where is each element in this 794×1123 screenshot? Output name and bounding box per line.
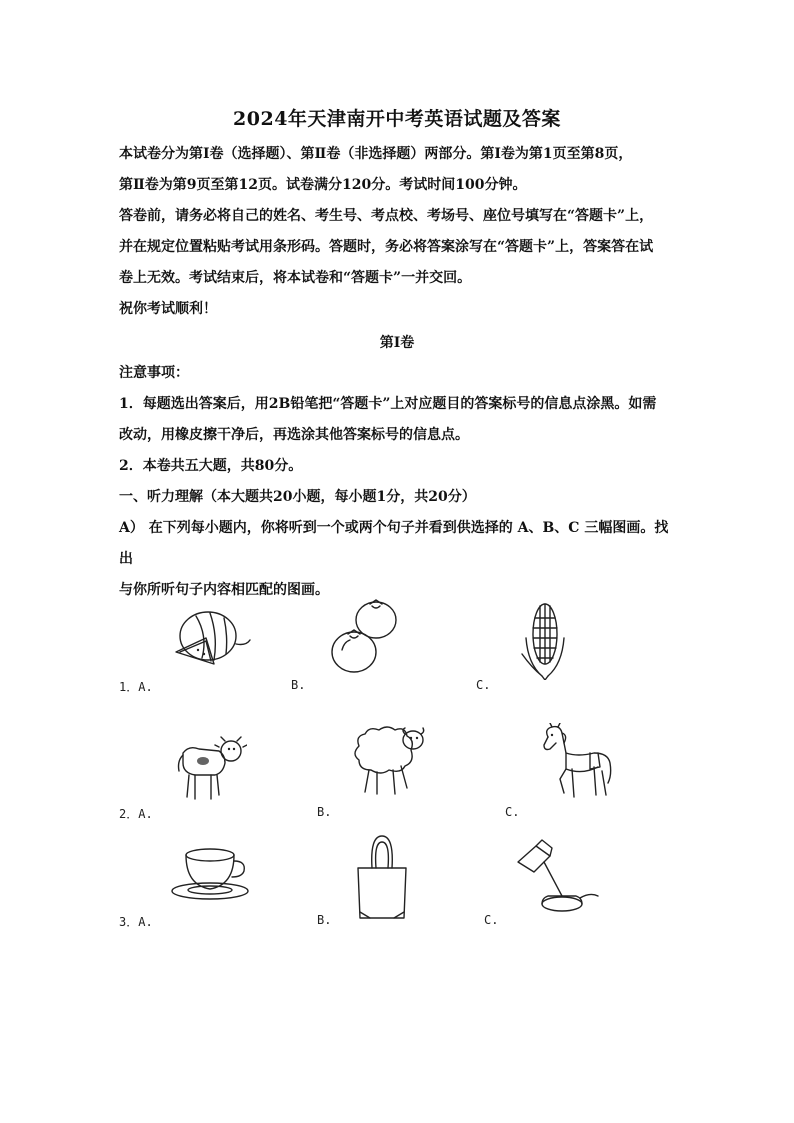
option-label: B.	[291, 678, 306, 692]
part1-heading: 一、听力理解（本大题共20小题，每小题1分，共20分）	[119, 489, 476, 505]
part1-instruction: 与你所听句子内容相匹配的图画。	[119, 582, 329, 598]
wish-line: 祝你考试顺利！	[119, 301, 217, 317]
option-label: B.	[317, 913, 332, 927]
option-label: C.	[476, 678, 491, 692]
section-title: 第Ⅰ卷	[379, 335, 415, 351]
notes-item: 2．本卷共五大题，共80分。	[119, 458, 303, 474]
watermelon-icon	[166, 608, 256, 668]
notes	[119, 358, 679, 606]
intro-line: 答卷前，请务必将自己的姓名、考生号、考点校、考场号、座位号填写在“答题卡”上，	[119, 208, 654, 224]
notes-heading: 注意事项：	[119, 365, 189, 381]
tomato-icon	[328, 598, 403, 676]
page-title: 2024年天津南开中考英语试题及答案	[233, 108, 561, 130]
option-label: C.	[484, 913, 499, 927]
corn-icon	[518, 598, 573, 680]
notes-item: 1．每题选出答案后，用2B铅笔把“答题卡”上对应题目的答案标号的信息点涂黑。如需	[119, 396, 657, 412]
intro-paragraph	[119, 139, 679, 325]
intro-line: 第Ⅱ卷为第9页至第12页。试卷满分120分。考试时间100分钟。	[119, 177, 527, 193]
notes-item: 改动，用橡皮擦干净后，再选涂其他答案标号的信息点。	[119, 427, 469, 443]
question-number: 2．A.	[119, 807, 153, 821]
option-label: B.	[317, 805, 332, 819]
cow-icon	[175, 733, 247, 803]
teacup-icon	[170, 845, 252, 903]
desk-lamp-icon	[514, 838, 600, 914]
intro-line: 卷上无效。考试结束后，将本试卷和“答题卡”一并交回。	[119, 270, 472, 286]
horse-icon	[538, 723, 618, 801]
question-number: 3．A.	[119, 915, 153, 929]
intro-line: 并在规定位置粘贴考试用条形码。答题时，务必将答案涂写在“答题卡”上，答案答在试	[119, 239, 654, 255]
intro-line: 本试卷分为第Ⅰ卷（选择题）、第Ⅱ卷（非选择题）两部分。第Ⅰ卷为第1页至第8页，	[119, 146, 633, 162]
question-number: 1．A.	[119, 680, 153, 694]
tote-bag-icon	[352, 834, 412, 920]
part1-instruction: A） 在下列每小题内，你将听到一个或两个句子并看到供选择的 A、B、C 三幅图画。找出	[119, 520, 669, 567]
sheep-icon	[349, 722, 429, 798]
option-label: C.	[505, 805, 520, 819]
